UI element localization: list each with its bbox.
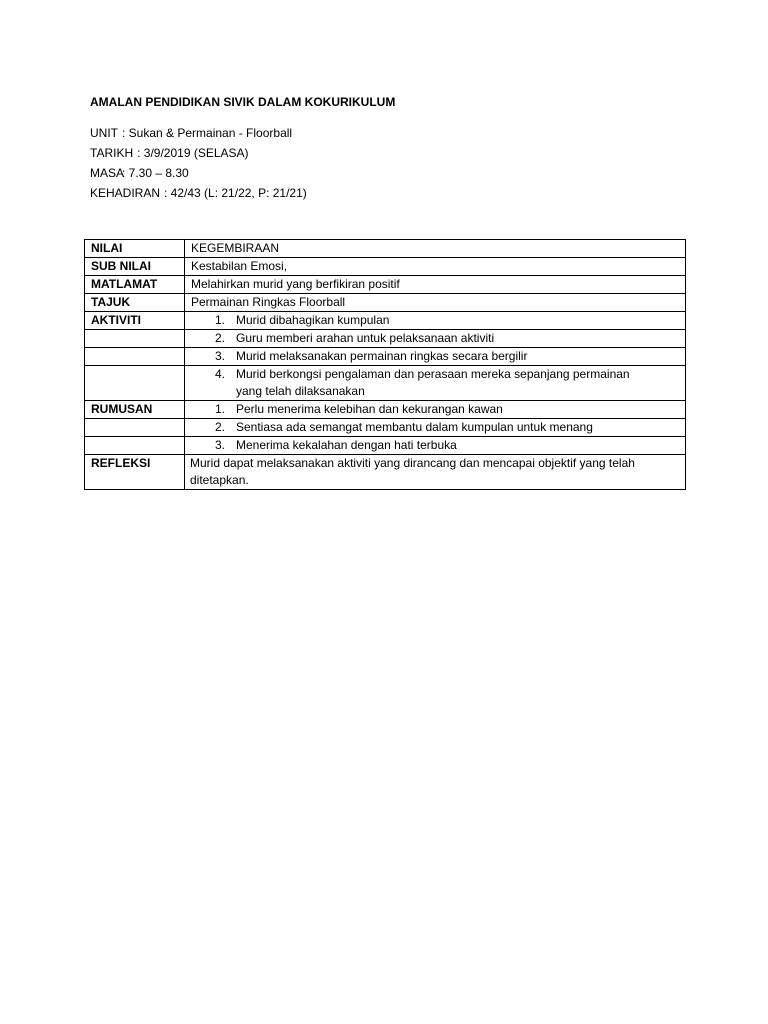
list-number: 4. — [214, 367, 225, 381]
list-number: 1. — [214, 402, 225, 416]
list-number: 2. — [214, 420, 225, 434]
row-label: REFLEKSI — [85, 455, 185, 490]
row-value — [185, 455, 686, 490]
info-tarikh — [90, 145, 307, 165]
list-item — [185, 348, 685, 365]
row-label: RUMUSAN — [85, 401, 185, 419]
list-item — [185, 401, 685, 418]
table-row-sub-nilai — [85, 258, 686, 276]
refleksi-line: ditetapkan. — [190, 473, 249, 487]
table-row-tajuk — [85, 294, 686, 312]
table-row-aktiviti-4 — [85, 366, 686, 401]
row-value — [185, 419, 686, 437]
list-text-line: yang telah dilaksanakan — [236, 384, 365, 398]
list-text: Sentiasa ada semangat membantu dalam kumpulan untuk menang — [236, 420, 593, 434]
row-label-empty — [85, 419, 185, 437]
row-value — [185, 348, 686, 366]
table-row-aktiviti-1 — [85, 312, 686, 330]
row-label-empty — [85, 366, 185, 401]
row-value — [185, 330, 686, 348]
table-row-rumusan-1 — [85, 401, 686, 419]
row-label: MATLAMAT — [85, 276, 185, 294]
list-number: 2. — [214, 331, 225, 345]
info-kehadiran — [90, 185, 307, 205]
table-row-rumusan-3 — [85, 437, 686, 455]
row-value — [185, 366, 686, 401]
list-text-line: Murid berkongsi pengalaman dan perasaan mereka sepanjang permainan — [236, 367, 630, 381]
table-row-refleksi — [85, 455, 686, 490]
list-item — [185, 419, 685, 436]
table-row-aktiviti-3 — [85, 348, 686, 366]
info-label: KEHADIRAN — [90, 186, 161, 200]
list-text: Guru memberi arahan untuk pelaksanaan aktiviti — [236, 331, 495, 345]
list-text: Perlu menerima kelebihan dan kekurangan kawan — [236, 402, 503, 416]
info-value: : Sukan & Permainan - Floorball — [122, 126, 293, 140]
list-number: 1. — [214, 313, 225, 327]
list-text: Murid melaksanakan permainan ringkas secara bergilir — [236, 349, 528, 363]
row-value: Kestabilan Emosi, — [185, 258, 686, 276]
row-label-empty — [85, 437, 185, 455]
info-label: MASA — [90, 166, 125, 180]
table-row-matlamat — [85, 276, 686, 294]
info-block — [90, 125, 307, 205]
table-row-rumusan-2 — [85, 419, 686, 437]
row-value: KEGEMBIRAAN — [185, 240, 686, 258]
row-value — [185, 401, 686, 419]
row-label-empty — [85, 348, 185, 366]
list-number: 3. — [214, 349, 225, 363]
row-label-empty — [85, 330, 185, 348]
info-masa — [90, 165, 307, 185]
table-row-aktiviti-2 — [85, 330, 686, 348]
activity-table — [84, 239, 686, 490]
list-item — [185, 437, 685, 454]
list-text: Murid dibahagikan kumpulan — [236, 313, 390, 327]
row-value — [185, 312, 686, 330]
table-row-nilai — [85, 240, 686, 258]
info-value: : 3/9/2019 (SELASA) — [137, 146, 249, 160]
document-title: AMALAN PENDIDIKAN SIVIK DALAM KOKURIKULUM — [90, 95, 396, 109]
row-label: SUB NILAI — [85, 258, 185, 276]
refleksi-line: Murid dapat melaksanakan aktiviti yang dirancang dan mencapai objektif yang telah — [190, 456, 635, 470]
list-item — [185, 330, 685, 347]
info-value: : 7.30 – 8.30 — [122, 166, 189, 180]
info-unit — [90, 125, 307, 145]
row-value — [185, 437, 686, 455]
info-label: TARIKH — [90, 146, 134, 160]
list-number: 3. — [214, 438, 225, 452]
list-text: Menerima kekalahan dengan hati terbuka — [236, 438, 457, 452]
row-label: TAJUK — [85, 294, 185, 312]
row-value: Melahirkan murid yang berfikiran positif — [185, 276, 686, 294]
list-text — [236, 366, 685, 400]
info-value: : 42/43 (L: 21/22, P: 21/21) — [164, 186, 307, 200]
row-value: Permainan Ringkas Floorball — [185, 294, 686, 312]
list-item — [185, 366, 685, 400]
list-item — [185, 312, 685, 329]
info-label: UNIT — [90, 126, 118, 140]
row-label: NILAI — [85, 240, 185, 258]
row-label: AKTIVITI — [85, 312, 185, 330]
